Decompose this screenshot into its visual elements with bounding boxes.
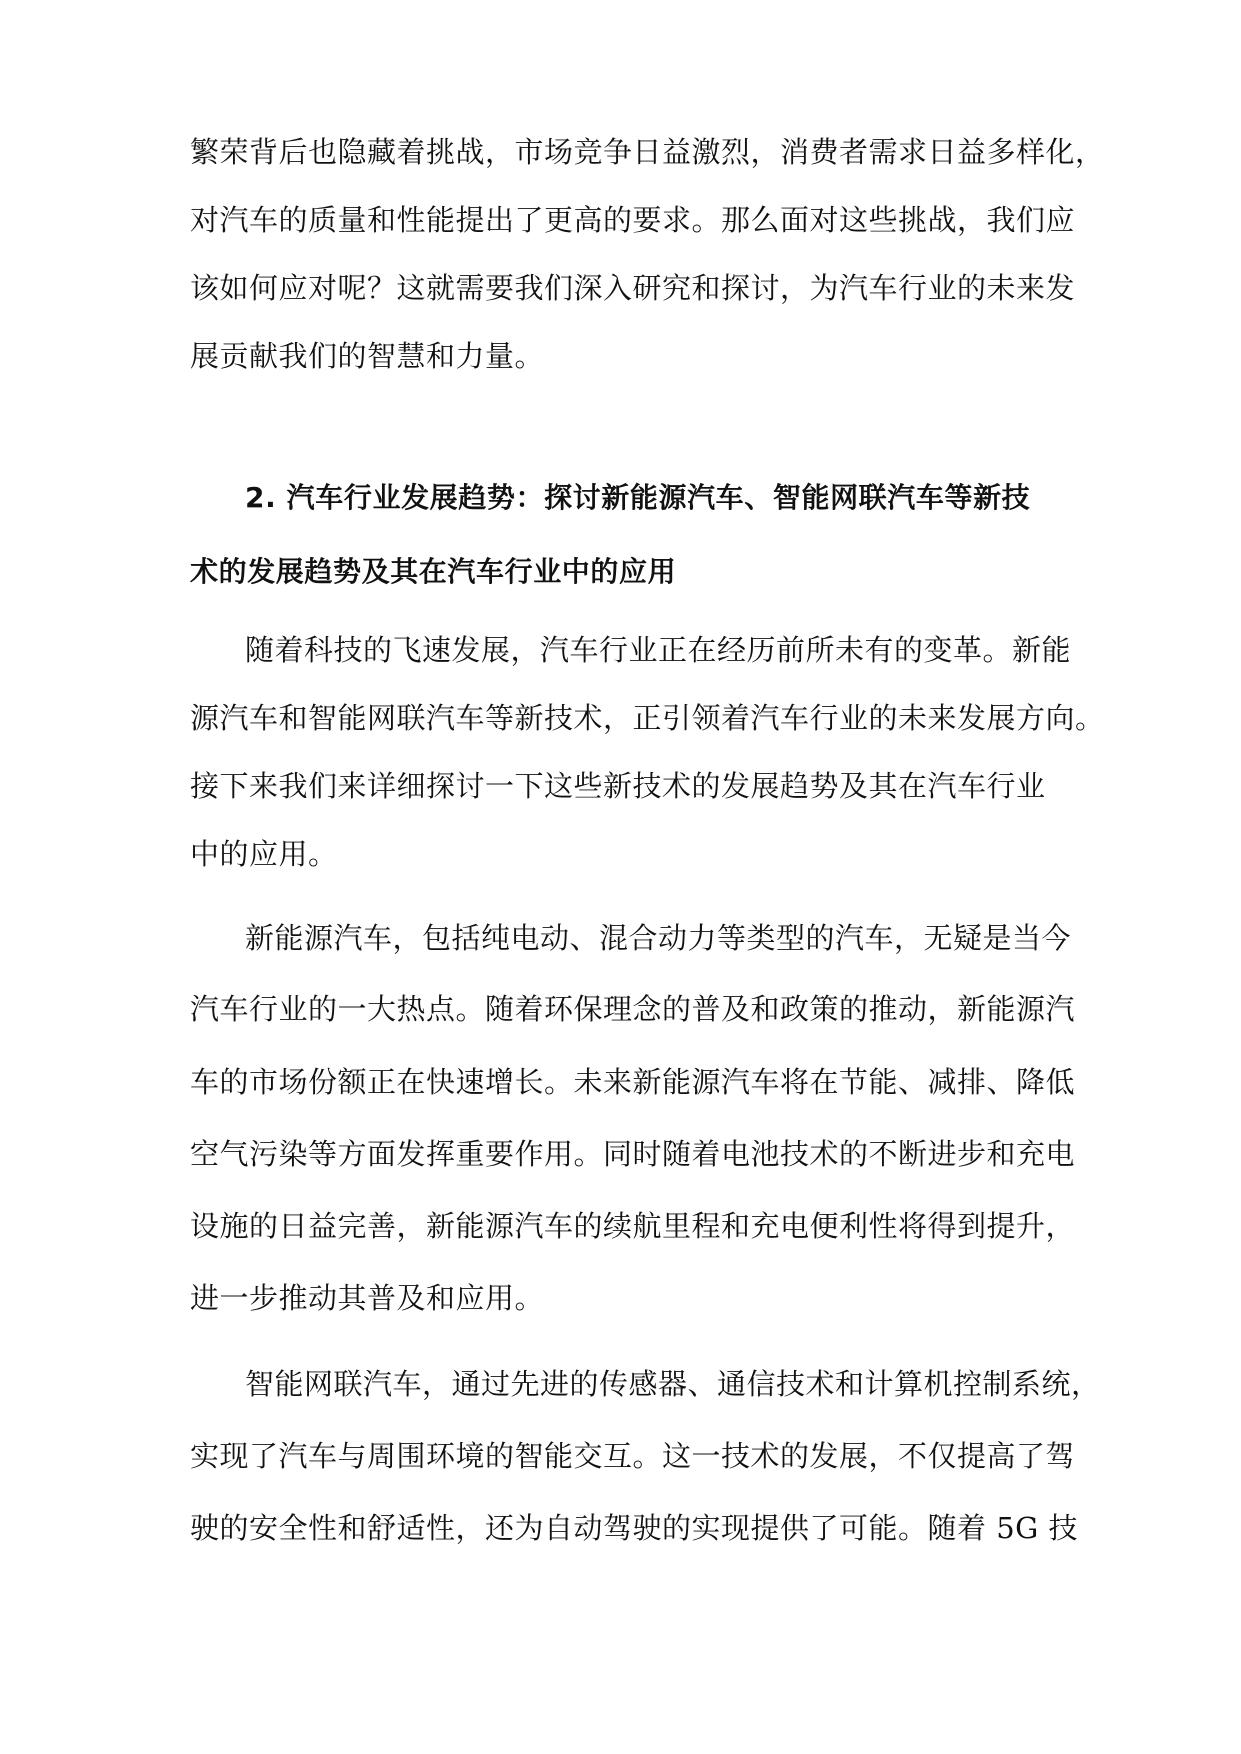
paragraph-line: 空气污染等方面发挥重要作用。同时随着电池技术的不断进步和充电: [190, 1137, 1076, 1171]
paragraph-line: 接下来我们来详细探讨一下这些新技术的发展趋势及其在汽车行业: [190, 769, 1046, 803]
paragraph-line: 驶的安全性和舒适性，还为自动驾驶的实现提供了可能。随着 5G 技: [190, 1511, 1079, 1545]
paragraph-line: 中的应用。: [190, 837, 338, 871]
section-heading: 2. 汽车行业发展趋势：探讨新能源汽车、智能网联汽车等新技: [245, 481, 1031, 514]
paragraph-line: 繁荣背后也隐藏着挑战，市场竞争日益激烈，消费者需求日益多样化，: [190, 135, 1105, 169]
paragraph-line: 新能源汽车，包括纯电动、混合动力等类型的汽车，无疑是当今: [245, 921, 1072, 955]
paragraph-line: 智能网联汽车，通过先进的传感器、通信技术和计算机控制系统，: [245, 1367, 1101, 1401]
paragraph-line: 该如何应对呢？这就需要我们深入研究和探讨，为汽车行业的未来发: [190, 271, 1076, 305]
paragraph-line: 设施的日益完善，新能源汽车的续航里程和充电便利性将得到提升，: [190, 1209, 1076, 1243]
paragraph-line: 对汽车的质量和性能提出了更高的要求。那么面对这些挑战，我们应: [190, 203, 1076, 237]
paragraph-line: 随着科技的飞速发展，汽车行业正在经历前所未有的变革。新能: [245, 633, 1072, 667]
paragraph-line: 实现了汽车与周围环境的智能交互。这一技术的发展，不仅提高了驾: [190, 1439, 1076, 1473]
section-heading: 术的发展趋势及其在汽车行业中的应用: [190, 555, 677, 588]
paragraph-line: 展贡献我们的智慧和力量。: [190, 339, 545, 373]
paragraph-line: 源汽车和智能网联汽车等新技术，正引领着汽车行业的未来发展方向。: [190, 701, 1105, 735]
paragraph-line: 进一步推动其普及和应用。: [190, 1281, 545, 1315]
paragraph-line: 汽车行业的一大热点。随着环保理念的普及和政策的推动，新能源汽: [190, 992, 1076, 1026]
paragraph-line: 车的市场份额正在快速增长。未来新能源汽车将在节能、减排、降低: [190, 1065, 1076, 1099]
